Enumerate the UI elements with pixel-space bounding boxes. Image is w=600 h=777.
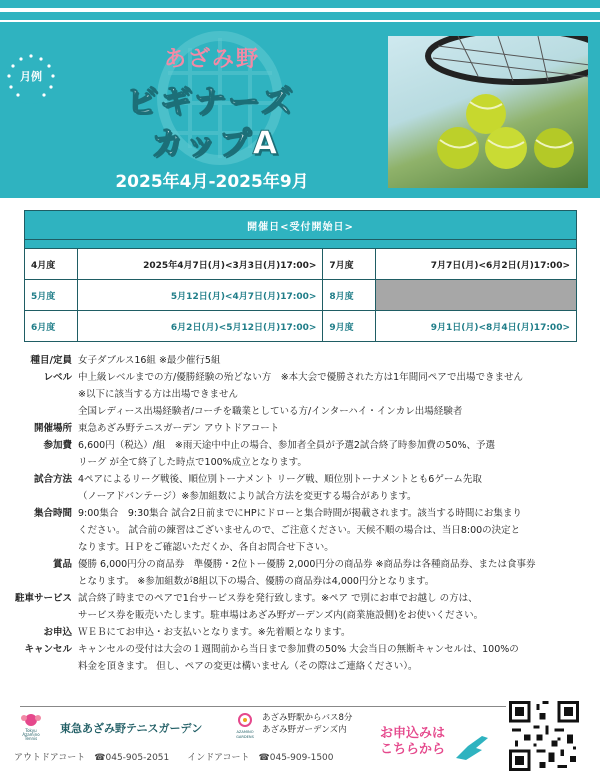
info-key	[0, 403, 72, 420]
month-cell: 8月度	[323, 280, 376, 311]
info-key: 賞品	[52, 559, 72, 570]
month-cell: 4月度	[25, 249, 78, 280]
info-value: ください。 試合前の練習はございませんので、ご注意ください。天候不順の場合は、当日8:00の決定と	[78, 525, 521, 536]
footer	[0, 708, 600, 777]
info-row	[0, 454, 600, 471]
info-value: 女子ダブルス16組 ※最少催行5組	[78, 355, 221, 366]
info-value: 東急あざみ野テニスガーデン アウトドアコート	[78, 423, 280, 434]
info-key	[0, 522, 72, 539]
access-line: あざみ野ガーデンズ内	[262, 725, 347, 735]
svg-text:Azamino: Azamino	[22, 732, 40, 737]
tennis-garden-logo	[12, 712, 50, 742]
info-value: （ノーアドバンテージ）※参加組数により試合方法を変更する場合があります。	[78, 491, 417, 502]
info-row	[0, 641, 600, 658]
info-row	[0, 624, 600, 641]
info-row	[0, 590, 600, 607]
table-row	[25, 311, 577, 342]
info-key: 駐車サービス	[14, 593, 72, 604]
info-key: 種目/定員	[30, 355, 72, 366]
info-row	[0, 420, 600, 437]
info-key	[0, 607, 72, 624]
table-row	[25, 249, 577, 280]
info-value: サービス券を販売いたします。駐車場はあざみ野ガーデンズ内(商業施設側)をお使いください。	[78, 610, 484, 621]
info-key: 参加費	[43, 440, 72, 451]
info-row	[0, 471, 600, 488]
info-value: となります。 ※参加組数が8組以下の場合、優勝の商品券は4,000円分となります。	[78, 576, 435, 587]
title-line-1: ビギナーズ	[125, 82, 295, 120]
month-cell: 9月度	[323, 311, 376, 342]
info-value: 試合終了時までのペアで1台サービス券を発行致します。※ペア で別にお車でお越し の方は、	[78, 593, 478, 604]
info-row	[0, 607, 600, 624]
info-key	[0, 386, 72, 403]
event-details	[0, 352, 600, 675]
info-value: 9:00集合 9:30集合 試合2日前までにHPにドローと集合時間が掲載されます。該当する時間にお集まり	[78, 508, 522, 519]
info-key: 開催場所	[33, 423, 72, 434]
month-cell: 5月度	[25, 280, 78, 311]
info-value: 6,600円（税込）/組 ※雨天途中中止の場合、参加者全員が予選2試合終了時参加費の50%、予選	[78, 440, 496, 451]
qr-code[interactable]	[506, 698, 582, 774]
info-row	[0, 488, 600, 505]
title-line-2: カップA	[150, 124, 280, 162]
info-row	[0, 437, 600, 454]
top-stripe	[0, 0, 600, 8]
event-period: 2025年4月-2025年9月	[115, 172, 309, 192]
facility-name: 東急あざみ野テニスガーデン	[60, 722, 203, 735]
info-key	[0, 454, 72, 471]
info-value: 全国レディース出場経験者/コーチを職業としている方/インターハイ・インカレ出場経験者	[78, 406, 463, 417]
header-banner	[0, 22, 600, 198]
info-key	[0, 539, 72, 556]
info-key: お申込	[43, 627, 72, 638]
info-key: レベル	[43, 372, 72, 383]
info-key	[0, 658, 72, 675]
svg-text:Tennis: Tennis	[24, 736, 38, 741]
info-row	[0, 573, 600, 590]
info-key: 集合時間	[33, 508, 72, 519]
monthly-badge	[5, 52, 57, 104]
info-row	[0, 403, 600, 420]
svg-text:AZAMINO: AZAMINO	[236, 730, 254, 734]
pointing-hand-icon	[452, 728, 494, 762]
info-row	[0, 556, 600, 573]
info-value: 料金を頂きます。 但し、ペアの変更は構いません（その際はご連絡ください）。	[78, 661, 418, 672]
info-value: なります。ＨＰをご確認いただくか、各自お問合せ下さい。	[78, 542, 334, 553]
info-key	[0, 488, 72, 505]
info-key	[0, 573, 72, 590]
access-info	[262, 712, 352, 736]
date-cell: 6月2日(月)<5月12日(月)17:00>	[78, 311, 323, 342]
info-key: キャンセル	[24, 644, 72, 655]
info-row	[0, 352, 600, 369]
info-value: 中上級レベルまでの方/優勝経験の殆どない方 ※本大会で優勝された方は1年間同ペアで出場できません	[78, 372, 523, 383]
month-cell: 6月度	[25, 311, 78, 342]
info-value: ＷＥＢにてお申込・お支払いとなります。※先着順となります。	[78, 627, 351, 638]
info-row	[0, 658, 600, 675]
info-value: ※以下に該当する方は出場できません	[78, 389, 238, 400]
info-row	[0, 539, 600, 556]
svg-text:Tokyu: Tokyu	[25, 728, 37, 733]
schedule-table	[24, 210, 577, 342]
svg-text:GARDENS: GARDENS	[236, 735, 254, 739]
info-value: 4ペアによるリーグ戦後、順位別トーナメント リーグ戦、順位別トーナメントとも6ゲーム先取	[78, 474, 482, 485]
date-cell: 9月1日(月)<8月4日(月)17:00>	[376, 311, 577, 342]
info-row	[0, 369, 600, 386]
venue-subtitle: あざみ野	[163, 47, 260, 72]
azamino-gardens-logo	[232, 712, 258, 740]
access-line: あざみ野駅からバス8分	[262, 713, 353, 723]
info-value: キャンセルの受付は大会の１週間前から当日まで参加費の50% 大会当日の無断キャンセルは、100%の	[78, 644, 519, 655]
phone-numbers: アウトドアコート ☎045-905-2051 インドアコート ☎045-909-1500	[14, 753, 334, 763]
info-row	[0, 505, 600, 522]
date-cell-empty	[376, 280, 577, 311]
top-stripe-2	[0, 12, 600, 20]
info-value: 優勝 6,000円分の商品券 準優勝・2位トー優勝 2,000円分の商品券 ※商品券は各種商品券、または食事券	[78, 559, 536, 570]
date-cell: 7月7日(月)<6月2日(月)17:00>	[376, 249, 577, 280]
info-row	[0, 522, 600, 539]
divider	[20, 706, 580, 707]
schedule-heading: 開催日<受付開始日>	[25, 211, 577, 240]
date-cell: 5月12日(月)<4月7日(月)17:00>	[78, 280, 323, 311]
table-row	[25, 280, 577, 311]
month-cell: 7月度	[323, 249, 376, 280]
tennis-balls-photo	[388, 36, 588, 188]
badge-label: 月例	[20, 70, 42, 83]
apply-line: お申込みは	[380, 726, 446, 741]
info-row	[0, 386, 600, 403]
date-cell: 2025年4月7日(月)<3月3日(月)17:00>	[78, 249, 323, 280]
schedule-spacer	[25, 240, 577, 249]
info-value: リーグ が全て終了した時点で100%成立となります。	[78, 457, 307, 468]
apply-line: こちらから	[380, 742, 446, 757]
info-key: 試合方法	[33, 474, 72, 485]
